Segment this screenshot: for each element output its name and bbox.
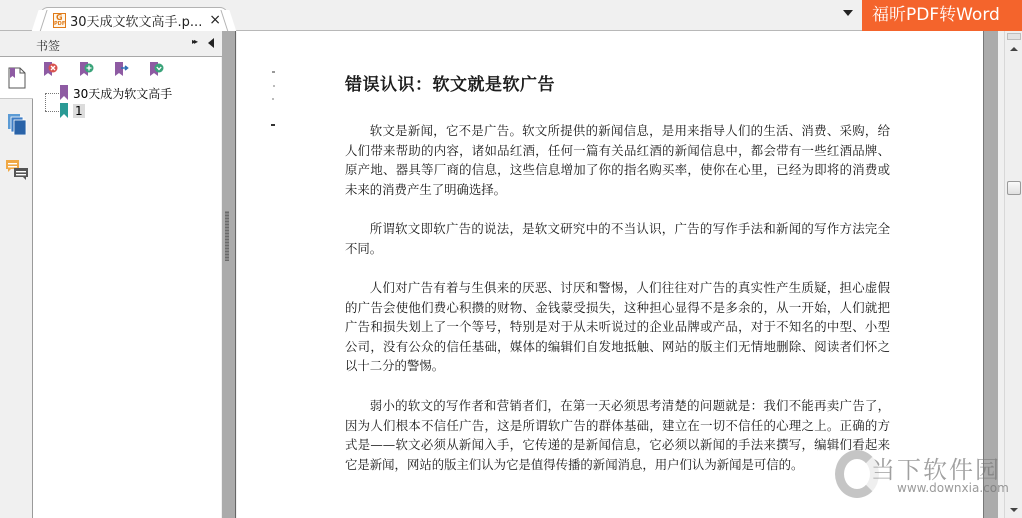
document-page (237, 31, 998, 518)
vertical-scrollbar[interactable] (1004, 31, 1022, 518)
pages-thumbnail-icon (7, 113, 27, 135)
scroll-up-arrow-icon[interactable] (1010, 47, 1018, 51)
close-tab-icon[interactable]: × (209, 12, 221, 28)
splitter-grip-icon[interactable] (225, 211, 229, 261)
delete-bookmark-button[interactable] (43, 61, 59, 79)
panel-splitter[interactable] (222, 31, 236, 518)
bookmark-item[interactable] (59, 84, 172, 102)
chevron-down-icon[interactable] (843, 10, 853, 16)
watermark-url: www.downxia.com (897, 481, 1009, 495)
document-paragraph: 弱小的软文的写作者和营销者们，在第一天必须思考清楚的问题就是：我们不能再卖广告了，因为人们根本不信任广告，这是所谓软广告的群体基础，建立在一切不信任的心理之上。正确的方式是——软文必须从新闻入手，它传递的是新闻信息，它必须以新闻的手法来撰写，编辑们看起来它是新闻，网站的版主们认为它是值得传播的新闻消息，用户们认为新闻是可信的。 (345, 398, 890, 472)
collapse-panel-icon[interactable] (208, 38, 214, 48)
expand-bookmark-icon (149, 61, 165, 79)
watermark-text: 当下软件园 (871, 456, 1001, 484)
rail-tab-comments[interactable] (0, 149, 33, 191)
tab-bar (0, 0, 1022, 31)
bookmark-panel-header (0, 31, 222, 57)
navigation-rail (0, 57, 33, 518)
bookmark-label: 1 (75, 104, 83, 118)
bookmark-item[interactable] (59, 102, 85, 120)
page-gutter (983, 31, 998, 518)
rail-tab-bookmarks[interactable] (0, 57, 34, 99)
bookmark-label: 30天成为软文高手 (73, 86, 173, 101)
delete-bookmark-icon (43, 61, 59, 79)
tab-title: 30天成文软文高手.p... (70, 14, 203, 30)
scrollbar-split-handle[interactable] (1007, 33, 1021, 40)
rail-tab-pages[interactable] (0, 103, 33, 145)
document-paragraph: 人们对广告有着与生俱来的厌恶、讨厌和警惕，人们往往对广告的真实性产生质疑，担心虚假的广告会使他们费心积攒的财物、金钱蒙受损失，这种担心显得不是多余的，从一开始，人们就把广告和损失划上了一个等号，特别是对于从未听说过的企业品牌或产品，对于不知名的中型、小型公司，没有公众的信任基础，媒体的编辑们自发地抵触、网站的版主们无情地删除、阅读者们怀之以十二分的警惕。 (345, 280, 890, 373)
panel-title: 书签 (36, 39, 61, 53)
scrollbar-thumb[interactable] (1007, 181, 1021, 195)
add-bookmark-button[interactable] (79, 61, 95, 79)
tree-connector (45, 93, 46, 111)
bookmark-page-icon (8, 67, 26, 89)
pdf-to-word-button[interactable]: 福昕PDF转Word (862, 0, 1022, 31)
document-tab[interactable] (40, 7, 228, 32)
goto-bookmark-icon (114, 61, 130, 79)
tree-connector (45, 93, 59, 94)
pdf-file-icon: G PDF (53, 13, 66, 28)
bookmark-icon (59, 85, 69, 101)
document-paragraph: 所谓软文即软广告的说法，是软文研究中的不当认识，广告的写作手法和新闻的写作方法完全不同。 (345, 221, 890, 256)
bookmark-pane (33, 57, 221, 518)
expand-panel-icon[interactable]: ▸▸ (192, 37, 197, 46)
scroll-down-arrow-icon[interactable] (1010, 508, 1018, 512)
expand-bookmark-button[interactable] (149, 61, 165, 79)
go-to-bookmark-button[interactable] (114, 61, 130, 79)
comments-icon (5, 159, 29, 181)
document-paragraph: 软文是新闻，它不是广告。软文所提供的新闻信息，是用来指导人们的生活、消费、采购，给人们带来帮助的内容，诸如品红酒，任何一篇有关品红酒的新闻信息中，都会带有一些红酒品牌、原产地、器具等厂商的信息，这些信息增加了你的指名购买率，使你在心里，已经为即将的消费或未来的消费产生了明确选择。 (345, 123, 890, 197)
document-heading: 错误认识：软文就是软广告 (345, 75, 555, 95)
add-bookmark-icon (79, 61, 95, 79)
tree-connector (45, 111, 59, 112)
bookmark-icon (59, 103, 69, 119)
